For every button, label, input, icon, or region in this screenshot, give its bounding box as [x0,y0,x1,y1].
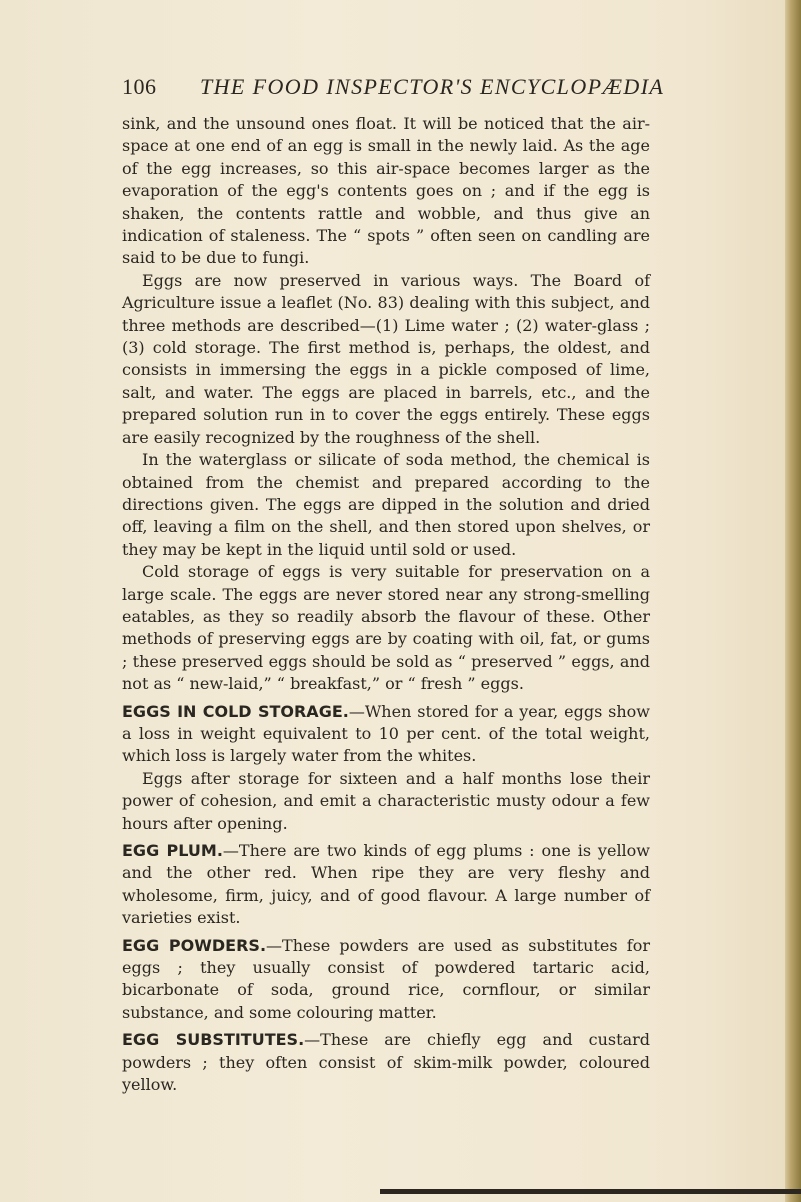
entry-headword: EGG PLUM. [122,841,223,860]
running-head: THE FOOD INSPECTOR'S ENCYCLOPÆDIA [200,74,665,99]
paragraph-text: sink, and the unsound ones float. It will be noticed that the air-space at one end of an egg is small in the newly laid. As the age of the egg increases, so this air-space becomes larger as the evaporation of the egg's contents goes on ; and if the egg is shaken, the contents rattle and wobble, and thus give an indication of staleness. The “ spots ” often seen on candling are said to be due to fungi. [122,114,650,268]
paragraph-continuation [122,113,650,270]
entry-text: —These are chiefly egg and custard powders ; they often consist of skim-milk powder, coloured yellow. [122,1030,650,1095]
body-text [122,113,650,1096]
entry-text: —These powders are used as substitutes for eggs ; they usually consist of powdered tartaric acid, bicarbonate of soda, ground rice, cornflour, or similar substance, and some colouring matter. [122,935,651,1022]
page-bottom-edge [380,1189,801,1194]
entry-egg-substitutes [122,1029,650,1096]
paragraph-text: In the waterglass or silicate of soda method, the chemical is obtained from the chemist and prepared according to the directions given. The eggs are dipped in the solution and dried off, leaving a film on the shell, and then stored upon shelves, or they may be kept in the liquid until sold or used. [122,450,650,559]
paragraph-storage-cohesion [122,768,650,835]
entry-eggs-in-cold-storage [122,701,650,768]
entry-egg-powders [122,935,650,1025]
page-edge-shadow [785,0,801,1202]
entry-headword: EGG POWDERS. [122,935,267,955]
paragraph-text: Cold storage of eggs is very suitable for preservation on a large scale. The eggs are never stored near any strong-smelling eatables, as they so readily absorb the flavour of these. Other methods of preserving eggs are by coating with oil, fat, or gums ; these preserved eggs should be sold as “ preserved ” eggs, and not as “ new-laid,” “ breakfast,” or “ fresh ” eggs. [122,562,650,694]
entry-headword: EGGS IN COLD STORAGE. [122,701,349,721]
entry-headword: EGG SUBSTITUTES. [122,1030,305,1050]
entry-text: —There are two kinds of egg plums : one is yellow and the other red. When ripe they are very fleshy and wholesome, firm, juicy, and of good flavour. A large number of varieties exist. [122,841,651,928]
entry-text: —When stored for a year, eggs show a loss in weight equivalent to 10 per cent. of the total weight, which loss is largely water from the whites. [122,701,650,766]
paragraph-text: Eggs are now preserved in various ways. The Board of Agriculture issue a leaflet (No. 83) dealing with this subject, and three methods are described—(1) Lime water ; (2) water-glass ; (3) cold storage. The first method is, perhaps, the oldest, and consists in immersing the eggs in a pickle composed of lime, salt, and water. The eggs are placed in barrels, etc., and the prepared solution run in to cover the eggs entirely. These eggs are easily recognized by the roughness of the shell. [122,270,650,447]
paragraph-text: Eggs after storage for sixteen and a half months lose their power of cohesion, and emit a characteristic musty odour a few hours after opening. [122,768,650,833]
page-number: 106 [122,74,157,99]
page-header [122,74,682,104]
paragraph-cold-storage [122,561,650,695]
entry-egg-plum [122,840,650,930]
paragraph-waterglass [122,449,650,561]
paragraph-preservation-methods [122,270,650,449]
